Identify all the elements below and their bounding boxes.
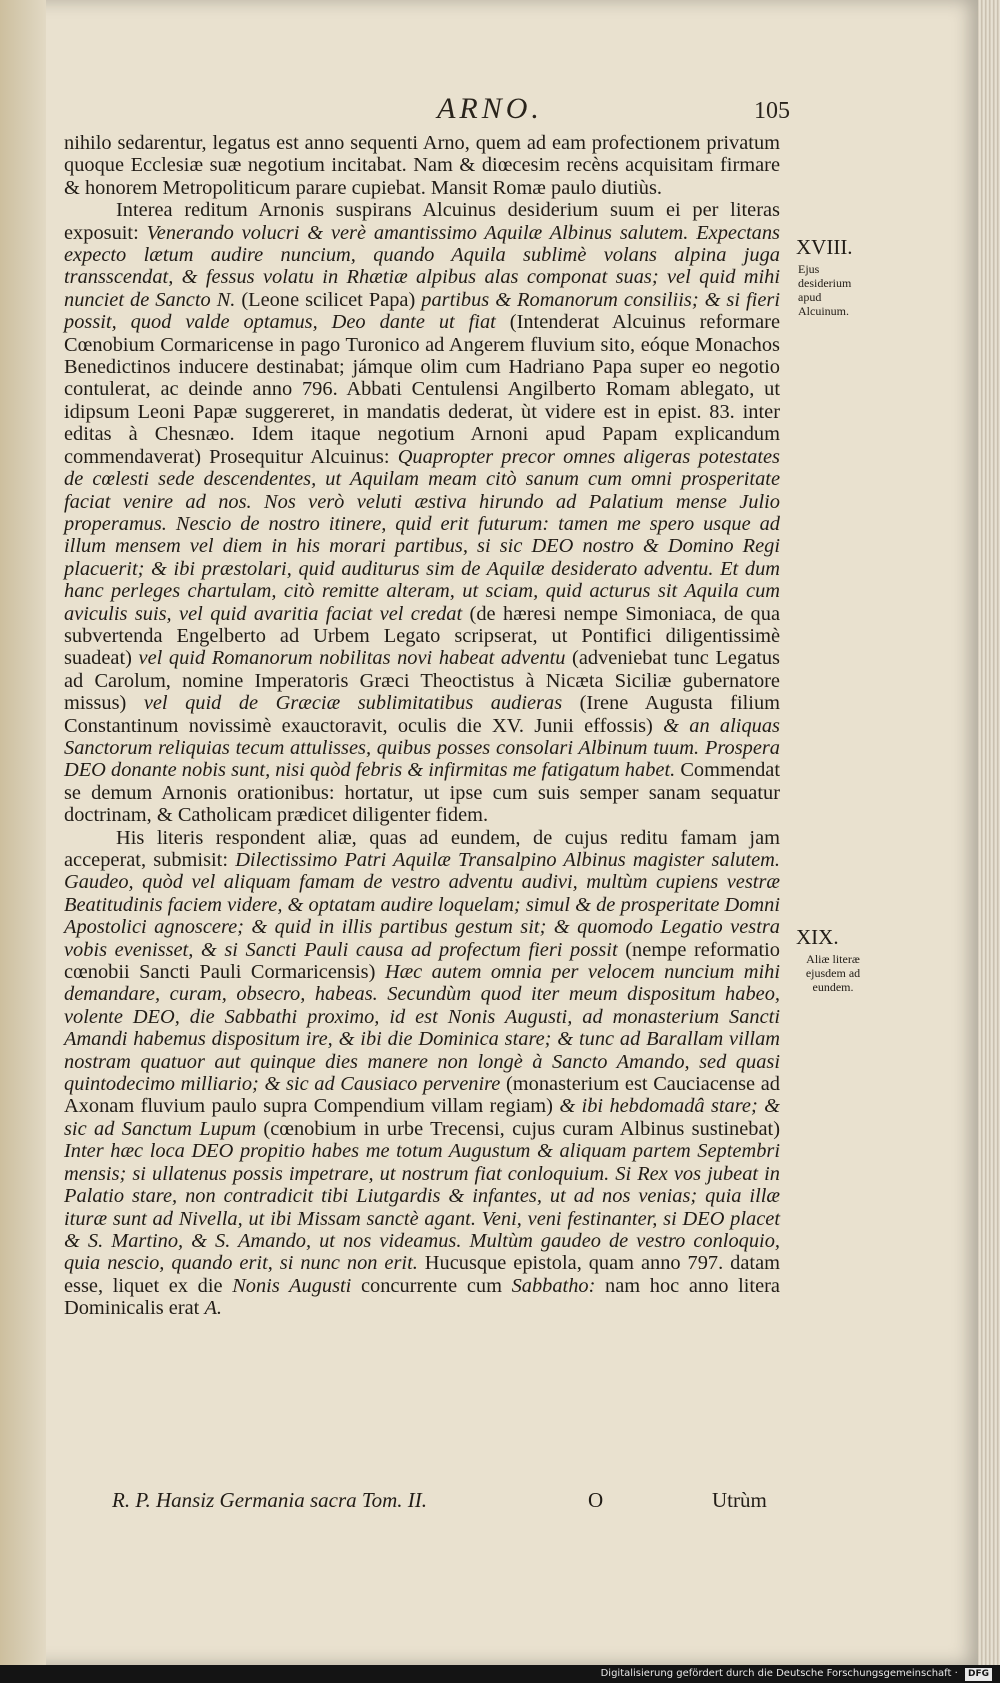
marginal-note-xix: Aliæ literæ ejusdem ad eundem.	[805, 952, 861, 994]
narrative-run: concurrente cum	[351, 1274, 512, 1297]
narrative-run: Commendat se demum Arnonis orationibus: hortatur, ut ipse cum suis semper sanam sequatur doctrinam, & Catholicam prædicet diligenter fidem.	[64, 759, 780, 827]
narrative-run: (monasterium est Cauciacense ad Axonam fluvium paulo supra Compendium villam regiam)	[64, 1073, 780, 1118]
marginal-note-xviii: Ejus desiderium apud Alcuinum.	[798, 262, 852, 318]
quoted-latin-run: vel quid de Græciæ sublimitatibus audieras	[143, 692, 563, 715]
quoted-latin-run: Sabbatho:	[511, 1274, 596, 1297]
main-text-column	[64, 132, 780, 1320]
page-number: 105	[754, 98, 790, 124]
catchword: Utrùm	[712, 1488, 767, 1512]
quoted-latin-run: & ibi hebdomadâ stare; & sic ad Sanctum Lupum	[64, 1095, 780, 1140]
quoted-latin-run: Hæc autem omnia per velocem nuncium mihi demandare, curam, obsecro, habeas. Secundùm quod iter meum dispositum habeo, volente DEO, die Sabbathi proximo, id est Nonis Augusti, ad monasterium Sancti Amandi habemus dispositum ire, & ibi die Dominica stare; & tunc ad Barallam villam nostram quatuor aut quinque dies manere non longè à Sancto Amando, sed quasi quintodecimo milliario; & sic ad Causiaco pervenire	[64, 961, 780, 1096]
footer-title: R. P. Hansiz Germania sacra Tom. II.	[112, 1488, 428, 1512]
quoted-latin-run: & an aliquas Sanctorum reliquias tecum attulisses, quibus posses consolari Albinum tuum. Prospera DEO donante nobis sunt, nisi quòd febris & infirmitas me fatigatum habet.	[64, 714, 780, 782]
quoted-latin-run: Dilectissimo Patri Aquilæ Transalpino Albinus magister salutem. Gaudeo, quòd vel aliquam famam de vestro adventu audivi, multùm cupiens vestræ Beatitudinis faciem videre, & optatam audire loquelam; simul & de prosperitate Domni Apostolici agnoscere; & quid in illis partibus gestum sit; & quomodo Legatio vestra vobis evenisset, & si Sancti Pauli causa ad profectum fieri possit	[64, 849, 780, 961]
narrative-run: His literis respondent aliæ, quas ad eundem, de cujus reditu famam jam acceperat, submisit:	[64, 826, 780, 871]
quoted-latin-run: vel quid Romanorum nobilitas novi habeat adventu	[138, 647, 566, 670]
page-fore-edge	[978, 0, 1000, 1665]
narrative-run: Interea reditum Arnonis suspirans Alcuinus desiderium suum ei per literas exposuit:	[64, 199, 780, 244]
running-head: ARNO.	[437, 92, 543, 125]
quoted-latin-run: Quapropter precor omnes aligeras potestates de cœlesti sede descendentes, ut Aquilam meam citò sanum cum omni prosperitate faciat venire ad nos. Nos verò veluti æstiva hirundo ad Palatium mense Julio properamus. Nescio de nostro itinere, quid erit futurum: tamen me spero usque ad illum mensem vel diem in his morari partibus, si sic DEO nostro & Domino Regi placuerit; & ibi præstolari, quid auditurus sim de Aquilæ desiderato adventu. Et dum hanc perleges chartulam, citò remitte alteram, ut sciam, quid acturus sit Aquila cum aviculis suis, vel quid avaritia faciat vel credat	[64, 445, 780, 625]
section-number-xviii: XVIII.	[796, 235, 853, 259]
narrative-run: (Leone scilicet Papa)	[235, 288, 422, 311]
section-number-xix: XIX.	[796, 925, 839, 949]
narrative-run: (Irene Augusta filium Constantinum novissimè exauctoravit, oculis die XV. Junii effossis)	[64, 692, 781, 737]
narrative-run: (nempe reformatio cœnobii Sancti Pauli Cormaricensis)	[64, 938, 781, 984]
dfg-logo: DFG	[965, 1668, 992, 1681]
narrative-run: nam hoc anno litera Dominicalis erat	[64, 1274, 780, 1320]
quoted-latin-run: A.	[204, 1297, 222, 1320]
digitization-credit-bar	[0, 1665, 1000, 1683]
paragraph-2	[64, 199, 780, 826]
paragraph-1: nihilo sedarentur, legatus est anno sequenti Arno, quem ad eam profectionem privatum quoque Ecclesiæ suæ negotium incitabat. Nam & diœcesim recèns acquisitam firmare & honorem Metropoliticum parare cupiebat. Mansit Romæ paulo diutiùs.	[64, 132, 780, 199]
narrative-run: (adveniebat tunc Legatus ad Carolum, nomine Imperatoris Græci Theoctistus à Nicæta Siciliæ gubernatore missus)	[64, 647, 780, 715]
signature-mark: O	[588, 1488, 604, 1512]
quoted-latin-run: Inter hæc loca DEO propitio habes me totum Augustum & aliquam partem Septembri mensis; si ullatenus possis impetrare, ut nostrum fiat conloquium. Si Rex vos jubeat in Palatio stare, non contradicit tibi Liutgardis & infantes, ut ad nos venias; quia illæ ituræ sunt ad Nivella, ut ibi Missam sanctè agant. Veni, veni festinanter, si DEO placet & S. Martino, & S. Amando, ut nos videamus. Multùm gaudeo de vestro conloquio, quia nescio, quando erit, si nunc non erit.	[64, 1140, 780, 1275]
narrative-run: (cœnobium in urbe Trecensi, cujus curam Albinus sustinebat)	[256, 1117, 780, 1140]
quoted-latin-run: Nonis Augusti	[232, 1274, 352, 1297]
paragraph-3	[64, 827, 780, 1320]
narrative-run: (de hæresi nempe Simoniaca, de qua subvertenda Engelberto ad Urbem Legato scripserat, ut Pontifici diligentissimè suadeat)	[64, 602, 780, 670]
narrative-run: Hucusque epistola, quam anno 797. datam esse, liquet ex die	[64, 1252, 780, 1297]
quoted-latin-run: Venerando volucri & verè amantissimo Aquilæ Albinus salutem. Expectans expecto lætum audire nuncium, quando Aquila sublimè volans alpina juga transscendat, & fessus volatu in Rhætiæ alpibus alas componat suas; vel quid mihi nunciet de Sancto N.	[64, 221, 780, 311]
quoted-latin-run: partibus & Romanorum consiliis; & si fieri possit, quod valde optamus, Deo dante ut fiat	[64, 288, 780, 334]
credit-text: Digitalisierung gefördert durch die Deutsche Forschungsgemeinschaft ·	[600, 1668, 958, 1679]
adjacent-page-edge	[0, 0, 46, 1665]
narrative-run: (Intenderat Alcuinus reformare Cœnobium Cormaricense in pago Turonico ad Angerem fluvium sito, eóque Monachos Benedictinos inducere destinabat; jámque olim cum Hadriano Papa super eo negotio contulerat, ac deinde anno 796. Abbati Centulensi Angilberto Romam ablegato, ut idipsum Leoni Papæ suggereret, in mandatis dederat, ùt videre est in epist. 83. inter editas à Chesnæo. Idem itaque negotium Arnoni apud Papam explicandum commendaverat) Prosequitur Alcuinus:	[64, 311, 780, 468]
